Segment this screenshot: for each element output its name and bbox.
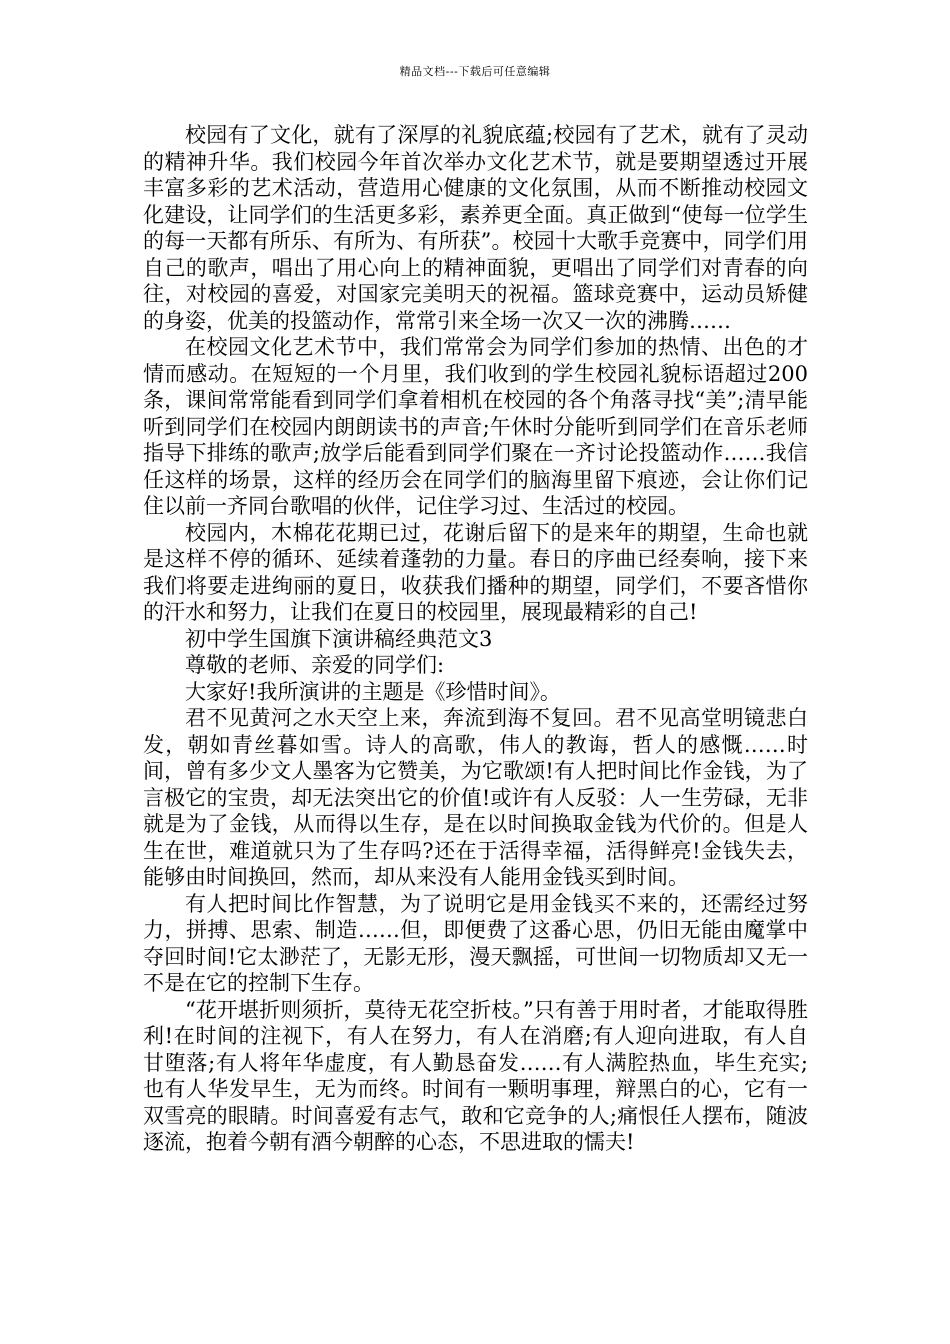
section-title: 初中学生国旗下演讲稿经典范文3 — [185, 626, 493, 651]
paragraph: 有人把时间比作智慧，为了说明它是用金钱买不来的，还需经过努力，拼搏、思索、制造……但，即便费了这番心思，仍旧无能由魔掌中夺回时间!它太渺茫了，无影无形，漫天飘摇，可世间一切物质却又无一不是在它的控制下生存。 — [143, 891, 808, 995]
paragraph: 校园内，木棉花花期已过，花谢后留下的是来年的期望，生命也就是这样不停的循环、延续着蓬勃的力量。春日的序曲已经奏响，接下来我们将要走进绚丽的夏日，收获我们播种的期望，同学们，不要吝惜你的汗水和努力，让我们在夏日的校园里，展现最精彩的自己! — [143, 520, 808, 624]
paragraph: 校园有了文化，就有了深厚的礼貌底蕴;校园有了艺术，就有了灵动的精神升华。我们校园今年首次举办文化艺术节，就是要期望透过开展丰富多彩的艺术活动，营造用心健康的文化氛围，从而不断推动校园文化建设，让同学们的生活更多彩，素养更全面。真正做到“使每一位学生的每一天都有所乐、有所为、有所获”。校园十大歌手竞赛中，同学们用自己的歌声，唱出了用心向上的精神面貌，更唱出了同学们对青春的向往，对校园的喜爱，对国家完美明天的祝福。篮球竞赛中，运动员矫健的身姿，优美的投篮动作，常常引来全场一次又一次的沸腾…… — [143, 123, 808, 333]
greeting: 大家好!我所演讲的主题是《珍惜时间》。 — [185, 679, 561, 704]
paragraph: 君不见黄河之水天空上来，奔流到海不复回。君不见高堂明镜悲白发，朝如青丝暮如雪。诗人的高歌，伟人的教诲，哲人的感慨……时间，曾有多少文人墨客为它赞美，为它歌颂!有人把时间比作金钱，为了言极它的宝贵，却无法突出它的价值!或许有人反驳：人一生劳碌，无非就是为了金钱，从而得以生存，是在以时间换取金钱为代价的。但是人生在世，难道就只为了生存吗?还在于活得幸福，活得鲜亮!金钱失去，能够由时间换回，然而，却从来没有人能用金钱买到时间。 — [143, 706, 808, 889]
paragraph: 在校园文化艺术节中，我们常常会为同学们参加的热情、出色的才情而感动。在短短的一个月里，我们收到的学生校园礼貌标语超过200条，课间常常能看到同学们拿着相机在校园的各个角落寻找“美”;清早能听到同学们在校园内朗朗读书的声音;午休时分能听到同学们在音乐老师指导下排练的歌声;放学后能看到同学们聚在一齐讨论投篮动作……我信任这样的场景，这样的经历会在同学们的脑海里留下痕迹，会让你们记住以前一齐同台歌唱的伙伴，记住学习过、生活过的校园。 — [143, 335, 808, 518]
salutation: 尊敬的老师、亲爱的同学们: — [185, 653, 445, 677]
page-header: 精品文档---下载后可任意编辑 — [399, 65, 551, 78]
paragraph: “花开堪折则须折，莫待无花空折枝。”只有善于用时者，才能取得胜利!在时间的注视下，有人在努力，有人在消磨;有人迎向进取，有人自甘堕落;有人将年华虚度，有人勤恳奋发……有人满腔热血，毕生充实;也有人华发早生，无为而终。时间有一颗明事理，辩黑白的心，它有一双雪亮的眼睛。时间喜爱有志气，敢和它竞争的人;痛恨任人摆布，随波逐流，抱着今朝有酒今朝醉的心态，不思进取的懦夫! — [143, 997, 808, 1154]
document-body — [143, 122, 808, 1156]
